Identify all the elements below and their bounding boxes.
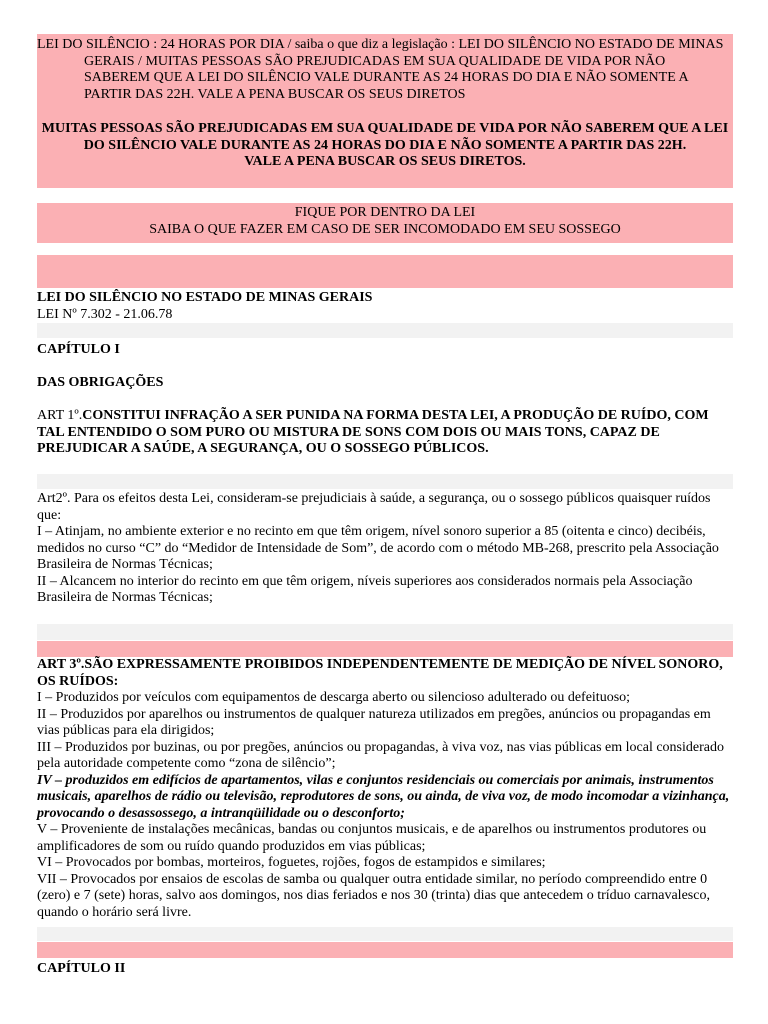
section-obligations — [37, 375, 733, 392]
pink-spacer-2 — [37, 942, 733, 958]
art-2-item-2: II – Alcancem no interior do recinto em que têm origem, níveis superiores aos considerados normais pela Associação Brasileira de Normas Técnicas; — [37, 573, 693, 605]
art-2-item-1: I – Atinjam, no ambiente exterior e no recinto em que têm origem, nível sonoro superior a 85 (oitenta e cinco) decibéis, medidos no curso “C” do “Medidor de Intensidade de Som”, de acordo com o método MB-268, prescrito pela Associação Brasileira de Normas Técnicas; — [37, 524, 719, 572]
art-1-prefix: ART 1º. — [37, 408, 83, 423]
art-2-intro: Art2º. Para os efeitos desta Lei, consideram-se prejudiciais à saúde, a segurança, ou o sossego públicos quaisquer ruídos que: — [37, 491, 711, 523]
pink-spacer-1 — [37, 641, 733, 657]
law-number: LEI Nº 7.302 - 21.06.78 — [37, 306, 173, 322]
grey-spacer-4 — [37, 927, 733, 941]
notice-line-2: SAIBA O QUE FAZER EM CASO DE SER INCOMODADO EM SEU SOSSEGO — [149, 221, 621, 237]
chapter-1-label: CAPÍTULO I — [37, 342, 120, 357]
chapter-2 — [37, 961, 733, 978]
bold-line-1: MUITAS PESSOAS SÃO PREJUDICADAS EM SUA QUALIDADE DE VIDA POR NÃO SABEREM QUE A LEI DO SILÊNCIO VALE DURANTE AS 24 HORAS DO DIA E NÃO SOMENTE A PARTIR DAS 22H. — [41, 121, 729, 153]
section-1-label: DAS OBRIGAÇÕES — [37, 375, 164, 390]
art-1-paragraph — [37, 408, 733, 458]
art-3-item-1: I – Produzidos por veículos com equipamentos de descarga aberto ou silencioso adulterado ou defeituoso; — [37, 690, 631, 705]
divider-band — [37, 255, 733, 288]
art-3-item-6: VI – Provocados por bombas, morteiros, foguetes, rojões, fogos de estampidos e similares; — [37, 855, 546, 870]
art-3-item-7: VII – Provocados por ensaios de escolas de samba ou qualquer outra entidade similar, no período compreendido entre 0 (zero) e 7 (sete) horas, salvo aos domingos, nos dias feriados e nos 30 (trinta) dias que antecedem o tríduo carnavalesco, quando o horário será livre. — [37, 871, 710, 920]
art-3-item-4: IV – produzidos em edifícios de apartamentos, vilas e conjuntos residenciais ou comerciais por animais, instrumentos musicais, aparelhos de rádio ou televisão, reprodutores de sons, ou ainda, de viva voz, de modo incomodar a vizinhança, provocando o desassossego, a intranqüilidade ou o desconforto; — [37, 772, 730, 821]
grey-spacer-1 — [37, 323, 733, 338]
header-intro — [37, 37, 733, 103]
art-3-item-5: V – Proveniente de instalações mecânicas, bandas ou conjuntos musicais, e de aparelhos ou instrumentos produtores ou amplificadores de som ou ruído quando produzidos em vias públicas; — [37, 822, 707, 854]
header-bold — [37, 121, 733, 171]
chapter-1 — [37, 342, 733, 359]
art-2 — [37, 491, 733, 607]
art-1-text: CONSTITUI INFRAÇÃO A SER PUNIDA NA FORMA DESTA LEI, A PRODUÇÃO DE RUÍDO, COM TAL ENTENDIDO O SOM PURO OU MISTURA DE SONS COM DOIS OU MAIS TONS, CAPAZ DE PREJUDICAR A SAÚDE, A SEGURANÇA, OU O SOSSEGO PÚBLICOS. — [37, 408, 709, 456]
art-1 — [37, 408, 733, 458]
law-title: LEI DO SILÊNCIO NO ESTADO DE MINAS GERAIS — [37, 290, 373, 305]
chapter-2-label: CAPÍTULO II — [37, 961, 126, 976]
art-3-item-3: III – Produzidos por buzinas, ou por pregões, anúncios ou propagandas, à viva voz, nas vias públicas em local considerado pela autoridade competente como “zona de silêncio”; — [37, 739, 724, 771]
notice-text — [37, 205, 733, 238]
art-3-item-2: II – Produzidos por aparelhos ou instrumentos de qualquer natureza utilizados em pregões, anúncios ou propagandas em vias públicas para ela dirigidos; — [37, 706, 711, 738]
bold-line-2: VALE A PENA BUSCAR OS SEUS DIRETOS. — [244, 154, 526, 169]
law-heading — [37, 290, 733, 323]
art-3-heading: ART 3º.SÃO EXPRESSAMENTE PROIBIDOS INDEPENDENTEMENTE DE MEDIÇÃO DE NÍVEL SONORO, OS RUÍDOS: — [37, 657, 723, 689]
grey-spacer-3 — [37, 624, 733, 640]
art-3 — [37, 657, 733, 921]
intro-text: LEI DO SILÊNCIO : 24 HORAS POR DIA / saiba o que diz a legislação : LEI DO SILÊNCIO NO ESTADO DE MINAS GERAIS / MUITAS PESSOAS SÃO PREJUDICADAS EM SUA QUALIDADE DE VIDA POR NÃO SABEREM QUE A LEI DO SILÊNCIO VALE DURANTE AS 24 HORAS DO DIA E NÃO SOMENTE A PARTIR DAS 22H. VALE A PENA BUSCAR OS SEUS DIRETOS — [37, 37, 724, 102]
grey-spacer-2 — [37, 474, 733, 489]
notice-line-1: FIQUE POR DENTRO DA LEI — [294, 205, 476, 220]
